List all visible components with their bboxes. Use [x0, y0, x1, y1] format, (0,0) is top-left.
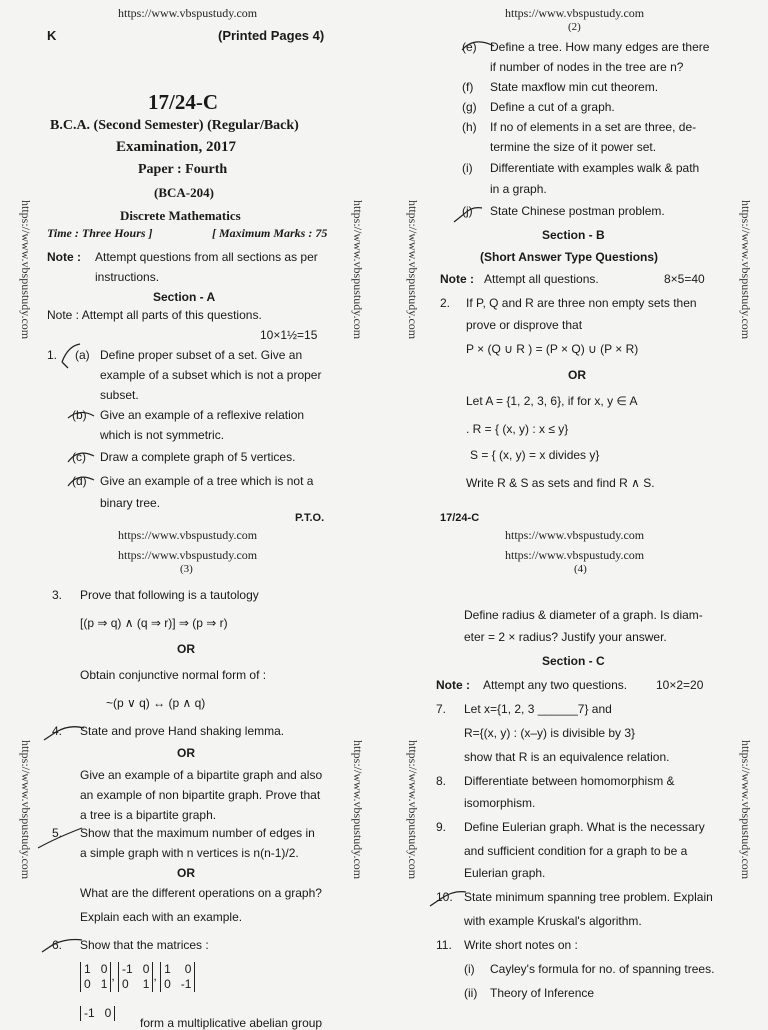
question-text: Let x={1, 2, 3 ______7} and — [464, 702, 612, 716]
note-text: Attempt any two questions. — [483, 678, 628, 692]
note-text: instructions. — [95, 270, 160, 284]
question-label: (f) — [462, 80, 474, 94]
pen-mark-icon — [428, 886, 468, 910]
section-subheading: (Short Answer Type Questions) — [480, 250, 659, 264]
question-text: Eulerian graph. — [464, 866, 546, 880]
question-text: eter = 2 × radius? Justify your answer. — [464, 630, 667, 644]
question-text: Give an example of a bipartite graph and also — [80, 768, 323, 782]
pen-mark-icon — [58, 340, 98, 370]
matrix-cell: -1 — [122, 962, 133, 976]
marks: 8×5=40 — [664, 272, 705, 286]
subject-code: (BCA-204) — [154, 185, 214, 200]
pen-mark-icon — [40, 934, 84, 956]
formula: P × (Q ∪ R ) = (P × Q) ∪ (P × R) — [466, 342, 639, 356]
question-number: 3. — [52, 588, 63, 602]
side-watermark-url[interactable]: https://www.vbspustudy.com — [351, 740, 365, 880]
matrix-cell: 1 — [164, 962, 171, 976]
question-text: Show that the maximum number of edges in — [80, 826, 315, 840]
question-text: form a multiplicative abelian group — [140, 1016, 323, 1030]
question-label: (d) — [72, 474, 87, 488]
question-text: termine the size of it power set. — [490, 140, 657, 154]
question-text: a tree is a bipartite graph. — [80, 808, 217, 822]
question-text: Explain each with an example. — [80, 910, 243, 924]
or-label: OR — [568, 368, 586, 382]
formula: [(p ⇒ q) ∧ (q ⇒ r)] ⇒ (p ⇒ r) — [80, 616, 228, 630]
question-text: in a graph. — [490, 182, 547, 196]
watermark-url[interactable]: https://www.vbspustudy.com — [505, 548, 645, 562]
time-label: Time : Three Hours ] — [47, 226, 153, 240]
question-text: and sufficient condition for a graph to be a — [464, 844, 688, 858]
note-label: Note : — [436, 678, 470, 692]
exam-title: Examination, 2017 — [116, 139, 237, 155]
question-label: (a) — [75, 348, 90, 362]
matrix — [80, 1006, 115, 1021]
question-text: Let A = {1, 2, 3, 6}, if for x, y ∈ A — [466, 394, 638, 408]
side-watermark-url[interactable]: https://www.vbspustudy.com — [406, 740, 420, 880]
side-watermark-url[interactable]: https://www.vbspustudy.com — [739, 740, 753, 880]
pen-mark-icon — [66, 406, 96, 426]
watermark-url[interactable]: https://www.vbspustudy.com — [505, 528, 645, 542]
section-heading: Section - A — [153, 290, 216, 304]
matrix — [118, 962, 153, 992]
question-text: example of a subset which is not a proper — [100, 368, 322, 382]
question-number: 6. — [52, 938, 63, 952]
matrix-group: 1 0 0 1 , -1 0 0 1 , 1 0 0 -1 — [80, 962, 195, 992]
matrix-cell: 0 — [122, 977, 129, 991]
page-number: (2) — [568, 21, 581, 33]
question-text: Differentiate with examples walk & path — [490, 161, 700, 175]
question-text: if number of nodes in the tree are n? — [490, 60, 684, 74]
paper-name: Paper : Fourth — [138, 162, 228, 177]
matrix-cell: 0 — [164, 977, 171, 991]
matrix-cell: 1 — [100, 977, 108, 991]
note-label: Note : — [440, 272, 474, 286]
question-text: State Chinese postman problem. — [490, 204, 665, 218]
pen-mark-icon — [460, 36, 496, 56]
question-text: Write R & S as sets and find R ∧ S. — [466, 476, 655, 490]
question-text: an example of non bipartite graph. Prove that — [80, 788, 321, 802]
question-number: 5. — [52, 826, 63, 840]
section-heading: Section - C — [542, 654, 605, 668]
max-marks: [ Maximum Marks : 75 — [212, 226, 328, 240]
question-text: binary tree. — [100, 496, 161, 510]
question-text: State maxflow min cut theorem. — [490, 80, 659, 94]
page-number: (3) — [180, 563, 193, 575]
or-label: OR — [177, 642, 195, 656]
question-text: Define a tree. How many edges are there — [490, 40, 710, 54]
matrix-cell: 1 — [84, 962, 91, 976]
pto-label: P.T.O. — [295, 512, 325, 524]
question-text: with example Kruskal's algorithm. — [464, 914, 642, 928]
side-watermark-url[interactable]: https://www.vbspustudy.com — [739, 200, 753, 340]
pen-mark-icon — [452, 202, 486, 226]
question-text: a simple graph with n vertices is n(n-1)/2. — [80, 846, 299, 860]
list-label: (ii) — [464, 986, 478, 1000]
question-text: Obtain conjunctive normal form of : — [80, 668, 267, 682]
question-text: Show that the matrices : — [80, 938, 209, 952]
pen-mark-icon — [42, 720, 86, 744]
question-text: Define Eulerian graph. What is the necessary — [464, 820, 705, 834]
question-label: (e) — [462, 40, 477, 54]
paper-code: 17/24-C — [148, 90, 218, 114]
question-text: isomorphism. — [464, 796, 536, 810]
note-text: Attempt all questions. — [484, 272, 599, 286]
side-watermark-url[interactable]: https://www.vbspustudy.com — [351, 200, 365, 340]
matrix-cell: -1 — [84, 1006, 95, 1021]
question-label: (b) — [72, 408, 87, 422]
question-label: (c) — [72, 450, 86, 464]
question-text: Differentiate between homomorphism & — [464, 774, 675, 788]
question-text: Define radius & diameter of a graph. Is diam- — [464, 608, 703, 622]
matrix-cell: 0 — [100, 962, 108, 976]
pen-mark-icon — [66, 472, 96, 492]
question-text: If no of elements in a set are three, de- — [490, 120, 697, 134]
question-text: Draw a complete graph of 5 vertices. — [100, 450, 296, 464]
question-text: State minimum spanning tree problem. Explain — [464, 890, 713, 904]
matrix-cell: 0 — [104, 1006, 112, 1021]
page-number: (4) — [574, 563, 587, 575]
question-text: Prove that following is a tautology — [80, 588, 259, 602]
question-label: (h) — [462, 120, 477, 134]
matrix-cell: 0 — [84, 977, 91, 991]
question-text: Define a cut of a graph. — [490, 100, 615, 114]
question-text: S = { (x, y) = x divides y} — [470, 448, 600, 462]
question-label: (i) — [462, 161, 473, 175]
question-text: show that R is an equivalence relation. — [464, 750, 670, 764]
matrix-cell: 0 — [184, 962, 192, 976]
question-text: R={(x, y) : (x–y) is divisible by 3} — [464, 726, 636, 740]
list-item: Theory of Inference — [490, 986, 595, 1000]
question-number: 8. — [436, 774, 447, 788]
question-text: If P, Q and R are three non empty sets then — [466, 296, 697, 310]
marks: 10×2=20 — [656, 678, 704, 692]
footer-code: 17/24-C — [440, 512, 480, 524]
matrix — [80, 962, 111, 992]
question-text: What are the different operations on a graph? — [80, 886, 322, 900]
question-number: 1. — [47, 348, 58, 362]
or-label: OR — [177, 866, 195, 880]
question-number: 10. — [436, 890, 453, 904]
question-number: 2. — [440, 296, 451, 310]
section-heading: Section - B — [542, 228, 605, 242]
question-text: . R = { (x, y) : x ≤ y} — [466, 422, 569, 436]
question-text: Write short notes on : — [464, 938, 578, 952]
section-note: Note : Attempt all parts of this questions. — [47, 308, 262, 322]
question-number: 11. — [436, 938, 452, 952]
course-title: B.C.A. (Second Semester) (Regular/Back) — [50, 118, 299, 133]
question-text: State and prove Hand shaking lemma. — [80, 724, 285, 738]
side-watermark-url[interactable]: https://www.vbspustudy.com — [19, 740, 33, 880]
question-text: Define proper subset of a set. Give an — [100, 348, 303, 362]
question-label: (g) — [462, 100, 477, 114]
question-label: (j) — [462, 204, 473, 218]
watermark-url[interactable]: https://www.vbspustudy.com — [118, 528, 258, 542]
question-number: 4. — [52, 724, 63, 738]
side-watermark-url[interactable]: https://www.vbspustudy.com — [19, 200, 33, 340]
question-text: subset. — [100, 388, 139, 402]
pen-mark-icon — [66, 448, 96, 468]
watermark-url[interactable]: https://www.vbspustudy.com — [118, 548, 258, 562]
list-item: Cayley's formula for no. of spanning trees. — [490, 962, 715, 976]
list-label: (i) — [464, 962, 475, 976]
subject-name: Discrete Mathematics — [120, 208, 241, 223]
question-number: 7. — [436, 702, 447, 716]
watermark-url[interactable]: https://www.vbspustudy.com — [505, 6, 645, 20]
code-letter: K — [47, 28, 57, 43]
matrix-partial — [80, 1006, 115, 1021]
formula: ~(p ∨ q) ↔ (p ∧ q) — [106, 696, 206, 710]
question-number: 9. — [436, 820, 447, 834]
matrix-cell: -1 — [180, 977, 192, 991]
matrix-cell: 1 — [142, 977, 150, 991]
note-text: Attempt questions from all sections as per — [95, 250, 318, 264]
matrix-cell: 0 — [142, 962, 150, 976]
side-watermark-url[interactable]: https://www.vbspustudy.com — [406, 200, 420, 340]
marks: 10×1½=15 — [260, 328, 318, 342]
or-label: OR — [177, 746, 195, 760]
matrix — [160, 962, 195, 992]
question-text: Give an example of a reflexive relation — [100, 408, 305, 422]
watermark-url[interactable]: https://www.vbspustudy.com — [118, 6, 258, 20]
note-label: Note : — [47, 250, 81, 264]
printed-pages: (Printed Pages 4) — [218, 28, 325, 43]
pen-mark-icon — [36, 824, 86, 852]
question-text: which is not symmetric. — [100, 428, 225, 442]
question-text: prove or disprove that — [466, 318, 583, 332]
question-text: Give an example of a tree which is not a — [100, 474, 314, 488]
